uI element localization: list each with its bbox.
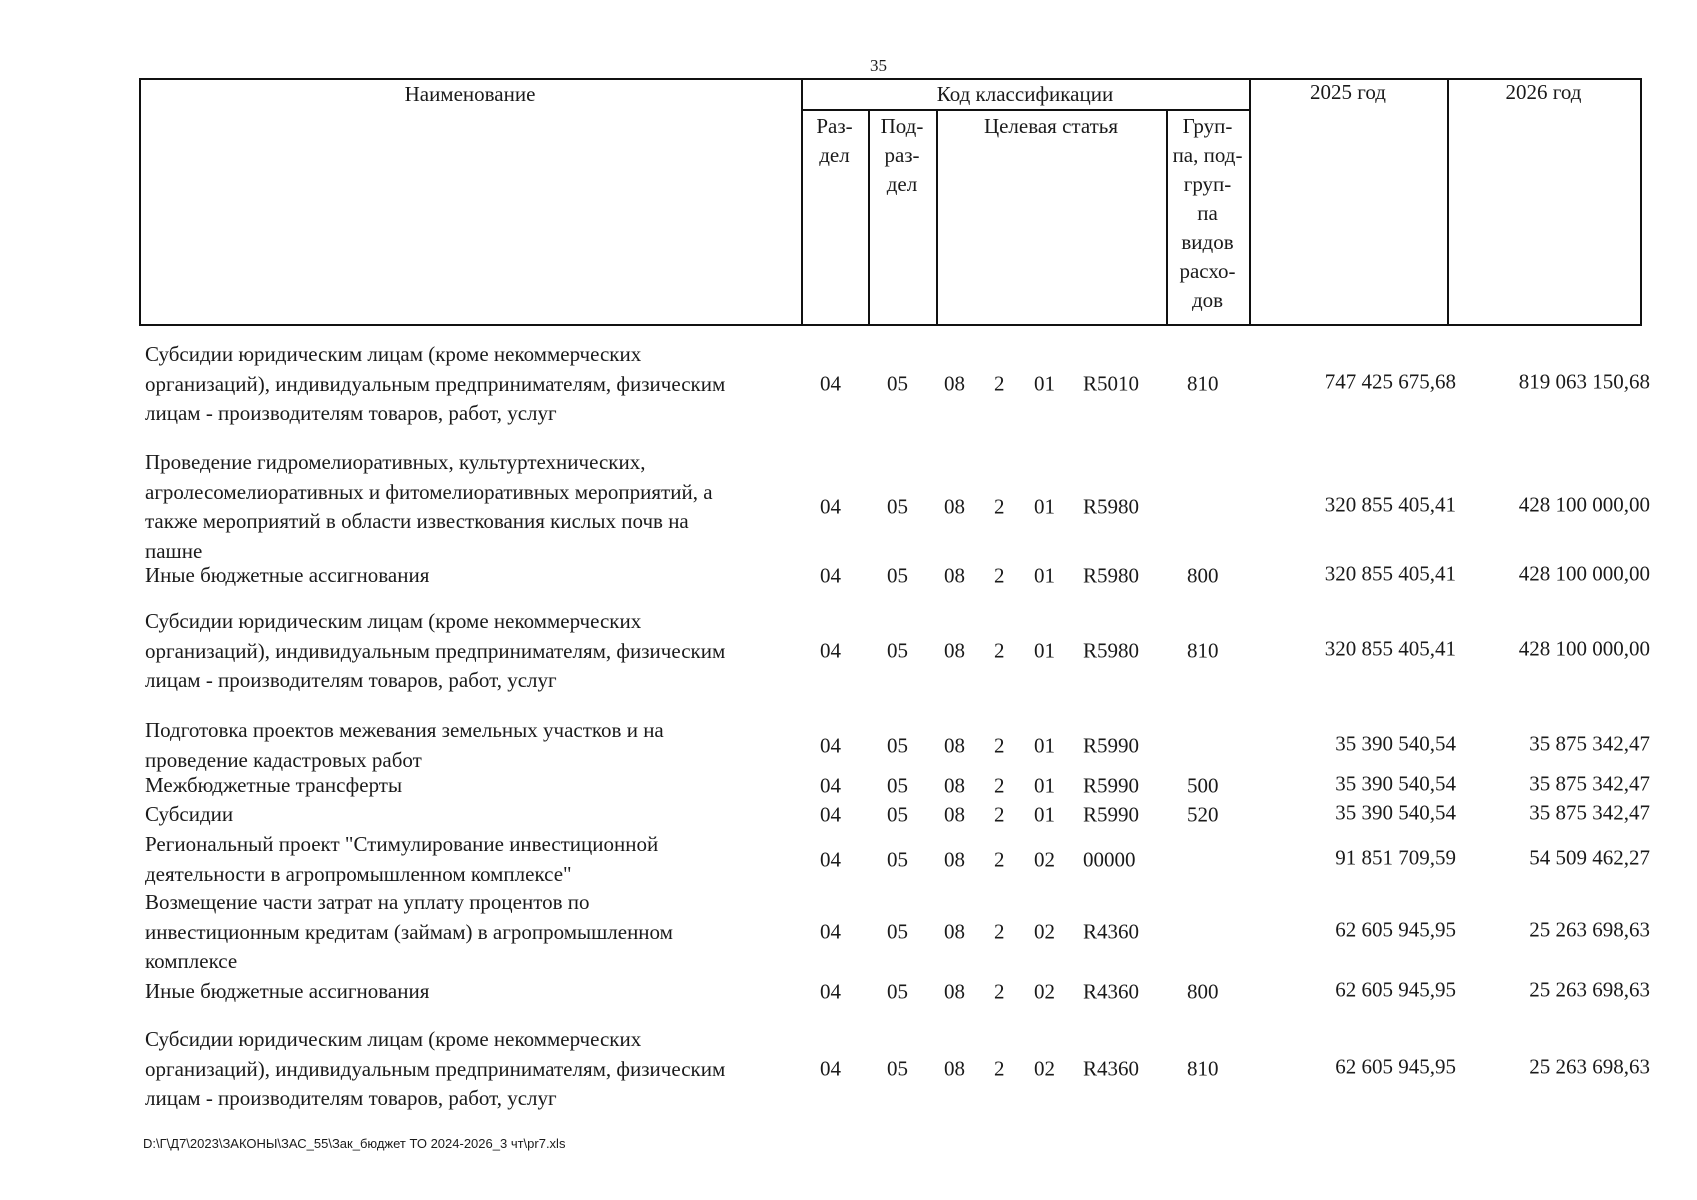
cell-t3: 02 xyxy=(1034,919,1055,944)
cell-y2025: 91 851 709,59 xyxy=(1335,845,1456,870)
cell-podrazdel: 05 xyxy=(887,371,908,396)
cell-t2: 2 xyxy=(994,847,1005,872)
cell-t3: 01 xyxy=(1034,371,1055,396)
cell-t4: R4360 xyxy=(1083,919,1140,944)
cell-razdel: 04 xyxy=(820,638,841,663)
row-name: Региональный проект "Стимулирование инвестиционной деятельности в агропромышленном комплексе" xyxy=(145,832,659,886)
cell-y2025: 747 425 675,68 xyxy=(1324,369,1456,394)
cell-t1: 08 xyxy=(944,638,965,663)
cell-y2026: 54 509 462,27 xyxy=(1529,845,1650,870)
cell-t4: R5990 xyxy=(1083,773,1140,798)
cell-podrazdel: 05 xyxy=(887,1056,908,1081)
cell-y2025: 35 390 540,54 xyxy=(1335,800,1456,825)
cell-razdel: 04 xyxy=(820,847,841,872)
cell-t1: 08 xyxy=(944,733,965,758)
cell-t3: 02 xyxy=(1034,1056,1055,1081)
row-name: Субсидии юридическим лицам (кроме некоммерческих организаций), индивидуальным предпринимателям, физическим лицам - производителям товаров, работ, услуг xyxy=(145,1027,726,1111)
cell-t1: 08 xyxy=(944,1056,965,1081)
cell-t4: R4360 xyxy=(1083,1056,1140,1081)
cell-razdel: 04 xyxy=(820,1056,841,1081)
cell-podrazdel: 05 xyxy=(887,802,908,827)
cell-podrazdel: 05 xyxy=(887,919,908,944)
cell-podrazdel: 05 xyxy=(887,494,908,519)
cell-t1: 08 xyxy=(944,979,965,1004)
row-name: Подготовка проектов межевания земельных участков и на проведение кадастровых работ xyxy=(145,718,664,772)
cell-y2025: 62 605 945,95 xyxy=(1335,977,1456,1002)
cell-y2026: 428 100 000,00 xyxy=(1518,636,1650,661)
cell-y2025: 62 605 945,95 xyxy=(1335,917,1456,942)
row-name: Субсидии xyxy=(145,802,234,826)
row-name: Возмещение части затрат на уплату процентов по инвестиционным кредитам (займам) в агропромышленном комплексе xyxy=(145,890,673,974)
cell-t2: 2 xyxy=(994,371,1005,396)
cell-t4: R5980 xyxy=(1083,638,1140,663)
file-path: D:\Г\Д7\2023\ЗАКОНЫ\ЗАС_55\Зак_бюджет ТО 2024-2026_3 чт\pr7.xls xyxy=(143,1136,566,1151)
cell-y2026: 35 875 342,47 xyxy=(1529,731,1650,756)
cell-group: 500 xyxy=(1187,773,1219,798)
cell-razdel: 04 xyxy=(820,371,841,396)
cell-group: 810 xyxy=(1187,1056,1219,1081)
cell-t3: 01 xyxy=(1034,802,1055,827)
cell-t1: 08 xyxy=(944,919,965,944)
cell-group: 520 xyxy=(1187,802,1219,827)
cell-y2025: 35 390 540,54 xyxy=(1335,731,1456,756)
cell-t1: 08 xyxy=(944,563,965,588)
cell-y2025: 320 855 405,41 xyxy=(1324,561,1456,586)
cell-razdel: 04 xyxy=(820,919,841,944)
cell-razdel: 04 xyxy=(820,802,841,827)
cell-razdel: 04 xyxy=(820,979,841,1004)
header-year-2025: 2025 год xyxy=(1310,80,1386,104)
table-header xyxy=(139,78,1642,326)
cell-y2026: 25 263 698,63 xyxy=(1529,1054,1650,1079)
cell-podrazdel: 05 xyxy=(887,847,908,872)
cell-podrazdel: 05 xyxy=(887,638,908,663)
cell-t4: R5980 xyxy=(1083,563,1140,588)
cell-t1: 08 xyxy=(944,773,965,798)
cell-t2: 2 xyxy=(994,494,1005,519)
cell-t3: 01 xyxy=(1034,563,1055,588)
row-name: Иные бюджетные ассигнования xyxy=(145,563,430,587)
header-podrazdel: Под- раз- дел xyxy=(880,114,924,196)
cell-razdel: 04 xyxy=(820,563,841,588)
cell-y2026: 35 875 342,47 xyxy=(1529,771,1650,796)
header-classification-code: Код классификации xyxy=(936,82,1114,106)
cell-y2025: 35 390 540,54 xyxy=(1335,771,1456,796)
cell-y2026: 428 100 000,00 xyxy=(1518,492,1650,517)
cell-t2: 2 xyxy=(994,1056,1005,1081)
cell-t2: 2 xyxy=(994,919,1005,944)
cell-group: 800 xyxy=(1187,563,1219,588)
cell-t4: 00000 xyxy=(1083,847,1136,872)
cell-t1: 08 xyxy=(944,371,965,396)
header-expense-group: Груп- па, под- груп- па видов расхо- дов xyxy=(1172,114,1243,312)
row-name: Субсидии юридическим лицам (кроме некоммерческих организаций), индивидуальным предпринимателям, физическим лицам - производителям товаров, работ, услуг xyxy=(145,342,726,426)
header-razdel: Раз- дел xyxy=(816,114,853,167)
cell-podrazdel: 05 xyxy=(887,733,908,758)
cell-razdel: 04 xyxy=(820,494,841,519)
header-target-article: Целевая статья xyxy=(983,114,1119,138)
cell-t4: R5010 xyxy=(1083,371,1140,396)
cell-t2: 2 xyxy=(994,638,1005,663)
cell-group: 800 xyxy=(1187,979,1219,1004)
header-name: Наименование xyxy=(404,82,536,106)
cell-razdel: 04 xyxy=(820,733,841,758)
cell-y2025: 62 605 945,95 xyxy=(1335,1054,1456,1079)
cell-y2026: 35 875 342,47 xyxy=(1529,800,1650,825)
cell-podrazdel: 05 xyxy=(887,563,908,588)
cell-t3: 02 xyxy=(1034,847,1055,872)
cell-razdel: 04 xyxy=(820,773,841,798)
cell-t2: 2 xyxy=(994,979,1005,1004)
cell-t2: 2 xyxy=(994,802,1005,827)
cell-t4: R5990 xyxy=(1083,802,1140,827)
cell-t3: 01 xyxy=(1034,773,1055,798)
page-number: 35 xyxy=(870,56,887,75)
cell-t3: 01 xyxy=(1034,638,1055,663)
cell-t1: 08 xyxy=(944,802,965,827)
cell-y2026: 25 263 698,63 xyxy=(1529,977,1650,1002)
cell-y2026: 428 100 000,00 xyxy=(1518,561,1650,586)
header-year-2026: 2026 год xyxy=(1505,80,1582,104)
cell-y2026: 819 063 150,68 xyxy=(1518,369,1650,394)
cell-t1: 08 xyxy=(944,847,965,872)
cell-t4: R5990 xyxy=(1083,733,1140,758)
cell-group: 810 xyxy=(1187,638,1219,663)
cell-t3: 02 xyxy=(1034,979,1055,1004)
cell-t3: 01 xyxy=(1034,494,1055,519)
cell-t3: 01 xyxy=(1034,733,1055,758)
cell-podrazdel: 05 xyxy=(887,773,908,798)
cell-t1: 08 xyxy=(944,494,965,519)
cell-y2026: 25 263 698,63 xyxy=(1529,917,1650,942)
cell-group: 810 xyxy=(1187,371,1219,396)
row-name: Межбюджетные трансферты xyxy=(145,773,403,797)
row-name: Проведение гидромелиоративных, культуртехнических, агролесомелиоративных и фитомелиоративных мероприятий, а также мероприятий в области известкования кислых почв на пашне xyxy=(145,450,713,563)
cell-t2: 2 xyxy=(994,563,1005,588)
cell-t2: 2 xyxy=(994,773,1005,798)
cell-y2025: 320 855 405,41 xyxy=(1324,492,1456,517)
cell-podrazdel: 05 xyxy=(887,979,908,1004)
cell-t4: R5980 xyxy=(1083,494,1140,519)
row-name: Иные бюджетные ассигнования xyxy=(145,979,430,1003)
row-name: Субсидии юридическим лицам (кроме некоммерческих организаций), индивидуальным предпринимателям, физическим лицам - производителям товаров, работ, услуг xyxy=(145,609,726,693)
cell-t4: R4360 xyxy=(1083,979,1140,1004)
cell-t2: 2 xyxy=(994,733,1005,758)
cell-y2025: 320 855 405,41 xyxy=(1324,636,1456,661)
